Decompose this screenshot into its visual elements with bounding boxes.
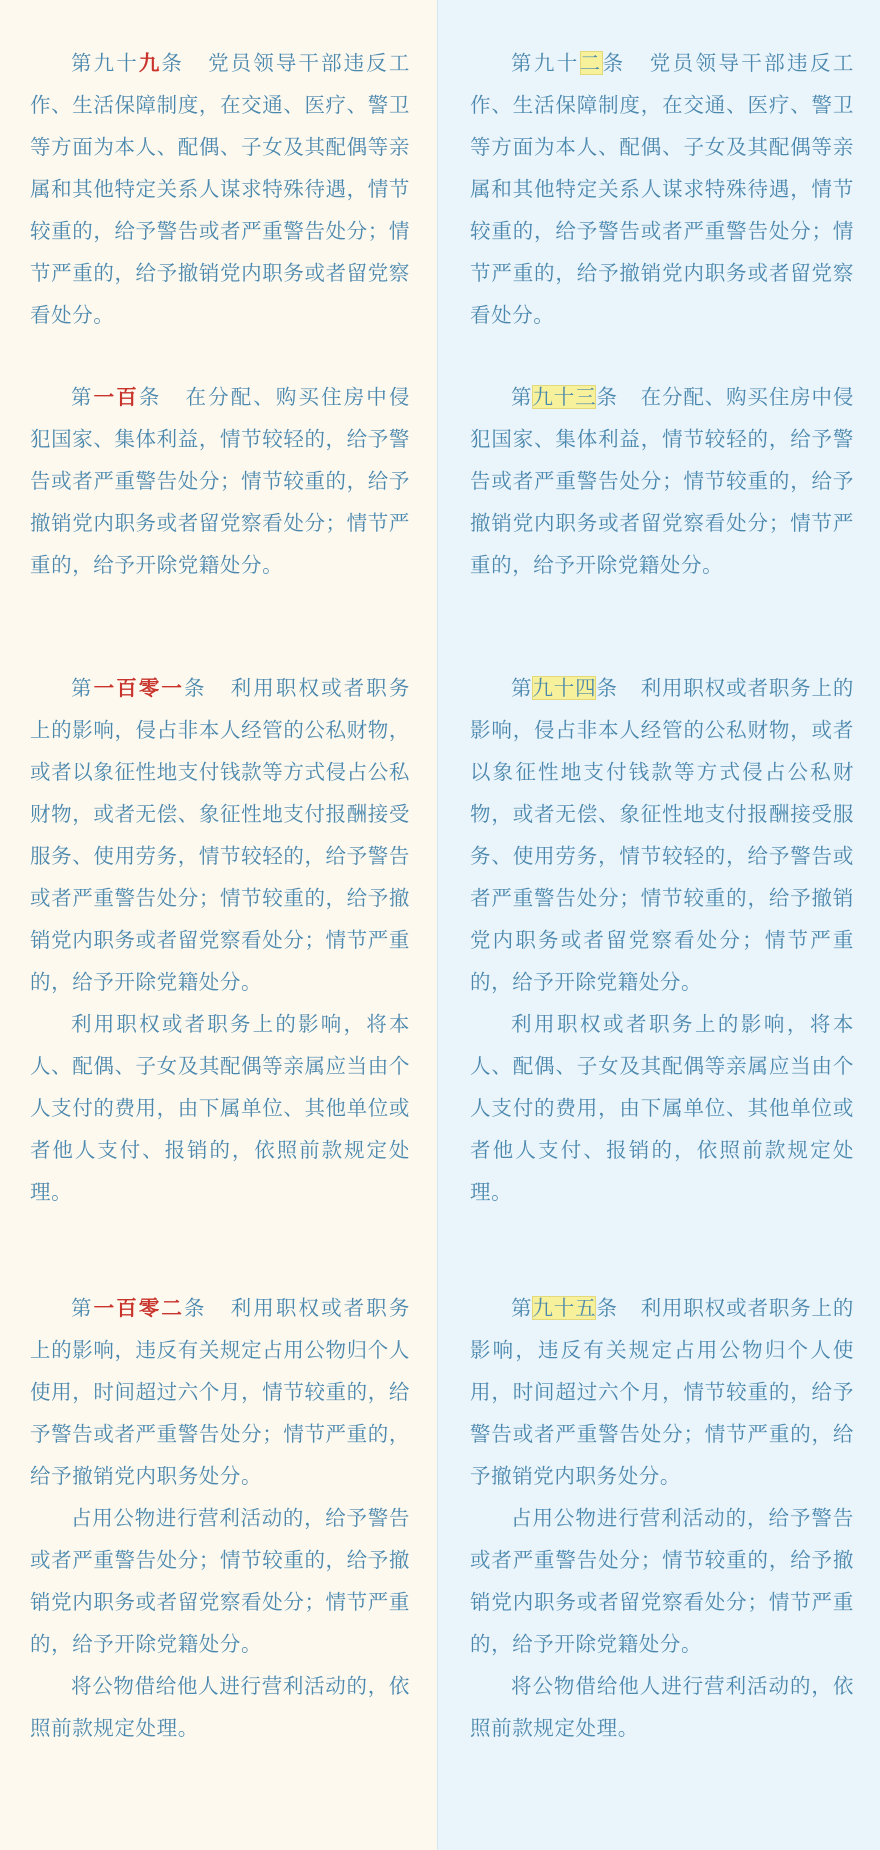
article-number-prefix: 第 [71, 1296, 94, 1320]
article-number-highlighted: 九十四 [532, 676, 597, 700]
article-paragraph [470, 42, 854, 336]
article-number-prefix: 第九十 [71, 51, 139, 75]
article-number-suffix: 条 [602, 51, 626, 75]
left-column-old-version [0, 0, 438, 1850]
article-paragraph [30, 42, 410, 336]
article-number-changed: 一百零一 [93, 676, 185, 700]
article-number-prefix: 第 [511, 676, 533, 700]
article-left-2 [30, 376, 410, 586]
article-number-suffix: 条 [184, 1296, 207, 1320]
article-number-prefix: 第九十 [511, 51, 580, 75]
article-body-text: 党员领导干部违反工作、生活保障制度，在交通、医疗、警卫等方面为本人、配偶、子女及其配偶等亲属和其他特定关系人谋求特殊待遇，情节较重的，给予警告或者严重警告处分；情节严重的，给予撤销党内职务或者留党察看处分。 [470, 51, 854, 327]
article-paragraph: 将公物借给他人进行营利活动的，依照前款规定处理。 [30, 1674, 410, 1740]
article-number-suffix: 条 [161, 51, 185, 75]
article-body-text: 利用职权或者职务上的影响，侵占非本人经管的公私财物，或者以象征性地支付钱款等方式侵占公私财物，或者无偿、象征性地支付报酬接受服务、使用劳务，情节较轻的，给予警告或者严重警告处分；情节较重的，给予撤销党内职务或者留党察看处分；情节严重的，给予开除党籍处分。 [470, 676, 855, 994]
article-left-3 [30, 667, 410, 1213]
article-number-changed: 一百零二 [93, 1296, 185, 1320]
article-body-text: 在分配、购买住房中侵犯国家、集体利益，情节较轻的，给予警告或者严重警告处分；情节较重的，给予撤销党内职务或者留党察看处分；情节严重的，给予开除党籍处分。 [30, 385, 411, 577]
article-right-4 [470, 1287, 854, 1749]
article-right-1 [470, 42, 854, 336]
article-paragraph: 占用公物进行营利活动的，给予警告或者严重警告处分；情节较重的，给予撤销党内职务或者留党察看处分；情节严重的，给予开除党籍处分。 [30, 1506, 410, 1656]
article-right-2 [470, 376, 854, 586]
article-paragraph [30, 376, 410, 586]
article-left-4 [30, 1287, 410, 1749]
article-number-highlighted: 九十五 [532, 1296, 597, 1320]
article-number-prefix: 第 [71, 385, 94, 409]
article-paragraph [470, 667, 854, 1003]
article-body-text: 利用职权或者职务上的影响，违反有关规定占用公物归个人使用，时间超过六个月，情节较重的，给予警告或者严重警告处分；情节严重的，给予撤销党内职务处分。 [30, 1296, 410, 1488]
article-paragraph: 将公物借给他人进行营利活动的，依照前款规定处理。 [470, 1674, 854, 1740]
article-number-prefix: 第 [511, 385, 533, 409]
article-body-text: 党员领导干部违反工作、生活保障制度，在交通、医疗、警卫等方面为本人、配偶、子女及其配偶等亲属和其他特定关系人谋求特殊待遇，情节较重的，给予警告或者严重警告处分；情节严重的，给予撤销党内职务或者留党察看处分。 [30, 51, 410, 327]
article-number-prefix: 第 [71, 676, 94, 700]
article-paragraph: 占用公物进行营利活动的，给予警告或者严重警告处分；情节较重的，给予撤销党内职务或者留党察看处分；情节严重的，给予开除党籍处分。 [470, 1506, 854, 1656]
article-paragraph [30, 667, 410, 1003]
right-column-new-version [438, 0, 880, 1850]
article-body-text: 利用职权或者职务上的影响，违反有关规定占用公物归个人使用，时间超过六个月，情节较重的，给予警告或者严重警告处分；情节严重的，给予撤销党内职务处分。 [470, 1296, 855, 1488]
article-number-suffix: 条 [596, 676, 618, 700]
article-paragraph: 利用职权或者职务上的影响，将本人、配偶、子女及其配偶等亲属应当由个人支付的费用，由下属单位、其他单位或者他人支付、报销的，依照前款规定处理。 [30, 1012, 410, 1204]
article-number-suffix: 条 [184, 676, 207, 700]
article-right-3 [470, 667, 854, 1213]
article-paragraph [470, 376, 854, 586]
article-paragraph [470, 1287, 854, 1497]
article-body-text: 利用职权或者职务上的影响，侵占非本人经管的公私财物，或者以象征性地支付钱款等方式侵占公私财物，或者无偿、象征性地支付报酬接受服务、使用劳务，情节较轻的，给予警告或者严重警告处分；情节较重的，给予撤销党内职务或者留党察看处分；情节严重的，给予开除党籍处分。 [30, 676, 410, 994]
article-number-suffix: 条 [138, 385, 162, 409]
article-number-highlighted: 九十三 [532, 385, 597, 409]
article-number-changed: 九 [138, 51, 162, 75]
article-paragraph: 利用职权或者职务上的影响，将本人、配偶、子女及其配偶等亲属应当由个人支付的费用，由下属单位、其他单位或者他人支付、报销的，依照前款规定处理。 [470, 1012, 854, 1204]
article-number-suffix: 条 [596, 385, 618, 409]
article-left-1 [30, 42, 410, 336]
article-body-text: 在分配、购买住房中侵犯国家、集体利益，情节较轻的，给予警告或者严重警告处分；情节较重的，给予撤销党内职务或者留党察看处分；情节严重的，给予开除党籍处分。 [470, 385, 855, 577]
article-number-suffix: 条 [596, 1296, 618, 1320]
article-number-prefix: 第 [511, 1296, 533, 1320]
article-paragraph [30, 1287, 410, 1497]
article-number-changed: 一百 [93, 385, 139, 409]
article-number-highlighted: 二 [579, 51, 603, 75]
